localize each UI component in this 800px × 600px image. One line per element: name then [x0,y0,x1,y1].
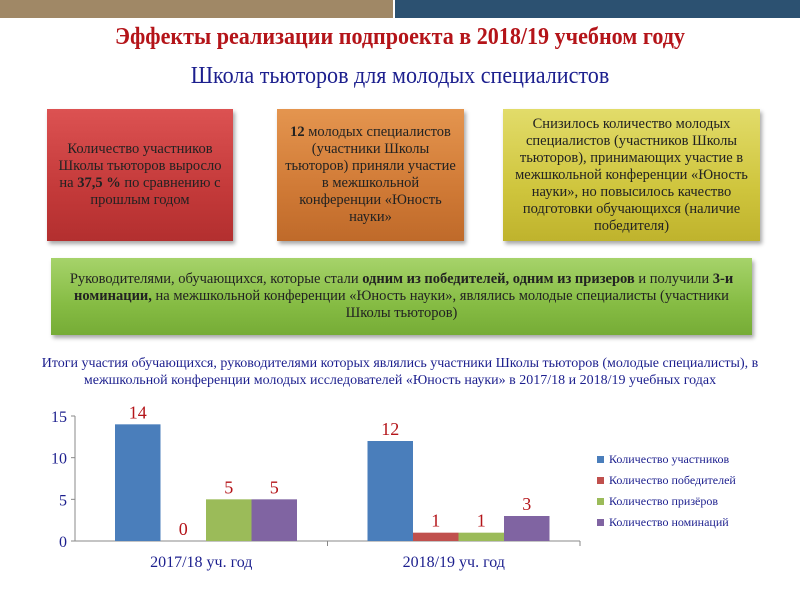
legend-swatch [597,477,604,484]
y-tick-label: 15 [51,409,67,426]
bar [206,499,252,541]
legend-item [597,515,729,530]
legend-label: Количество победителей [609,473,736,487]
info-box-results: Руководителями, обучающихся, которые стали одним из победителей, одним из призеров и получили 3-и номинации, на межшкольной конференции «Юность науки», являлись молодые специалисты (участники Школы тьюторов) [51,258,752,335]
data-label: 1 [476,510,486,531]
bar [413,533,459,541]
y-tick-label: 0 [59,534,67,551]
legend-label: Количество призёров [609,494,719,508]
bar [368,441,414,541]
y-tick-label: 10 [51,450,67,468]
legend-label: Количество участников [609,452,730,466]
data-label: 0 [178,519,188,539]
x-tick-label: 2018/19 уч. год [402,554,505,571]
legend-item [597,452,729,467]
legend-swatch [597,519,604,526]
x-tick-label: 2017/18 уч. год [150,554,253,571]
chart-title: Итоги участия обучающихся, руководителями которых являлись участники Школы тьюторов (молодые специалисты), в межшкольной конференции молодых исследователей «Юность науки» в 2017/18 и 2018/19 учебных годах [41,356,759,388]
data-label: 3 [522,494,532,514]
data-label: 5 [269,477,279,498]
data-label: 12 [381,419,400,439]
data-label: 1 [431,510,441,531]
legend-item [597,494,718,509]
bar [115,424,161,541]
data-label: 14 [128,402,147,423]
y-tick-label: 5 [59,492,67,510]
data-label: 5 [224,477,234,498]
info-box-quality: Снизилось количество молодых специалистов (участников Школы тьюторов), принимающих участие в межшкольной конференции «Юность науки», но повысилось качество подготовки обучающихся (наличие победителя) [503,109,760,241]
page-subtitle: Школа тьюторов для молодых специалистов [190,63,610,89]
legend-swatch [597,498,604,505]
bar [252,499,298,541]
legend-item [597,473,736,488]
info-box-growth: Количество участников Школы тьюторов выросло на 37,5 % по сравнению с прошлым годом [47,109,233,241]
info-box-participants: 12 молодых специалистов (участники Школы тьюторов) приняли участие в межшкольной конференции «Юность науки» [277,109,464,241]
legend-swatch [597,456,604,463]
legend-label: Количество номинаций [609,515,729,529]
page-title: Эффекты реализации подпроекта в 2018/19 учебном году [115,24,685,50]
bar [459,533,505,541]
bar [504,516,550,541]
